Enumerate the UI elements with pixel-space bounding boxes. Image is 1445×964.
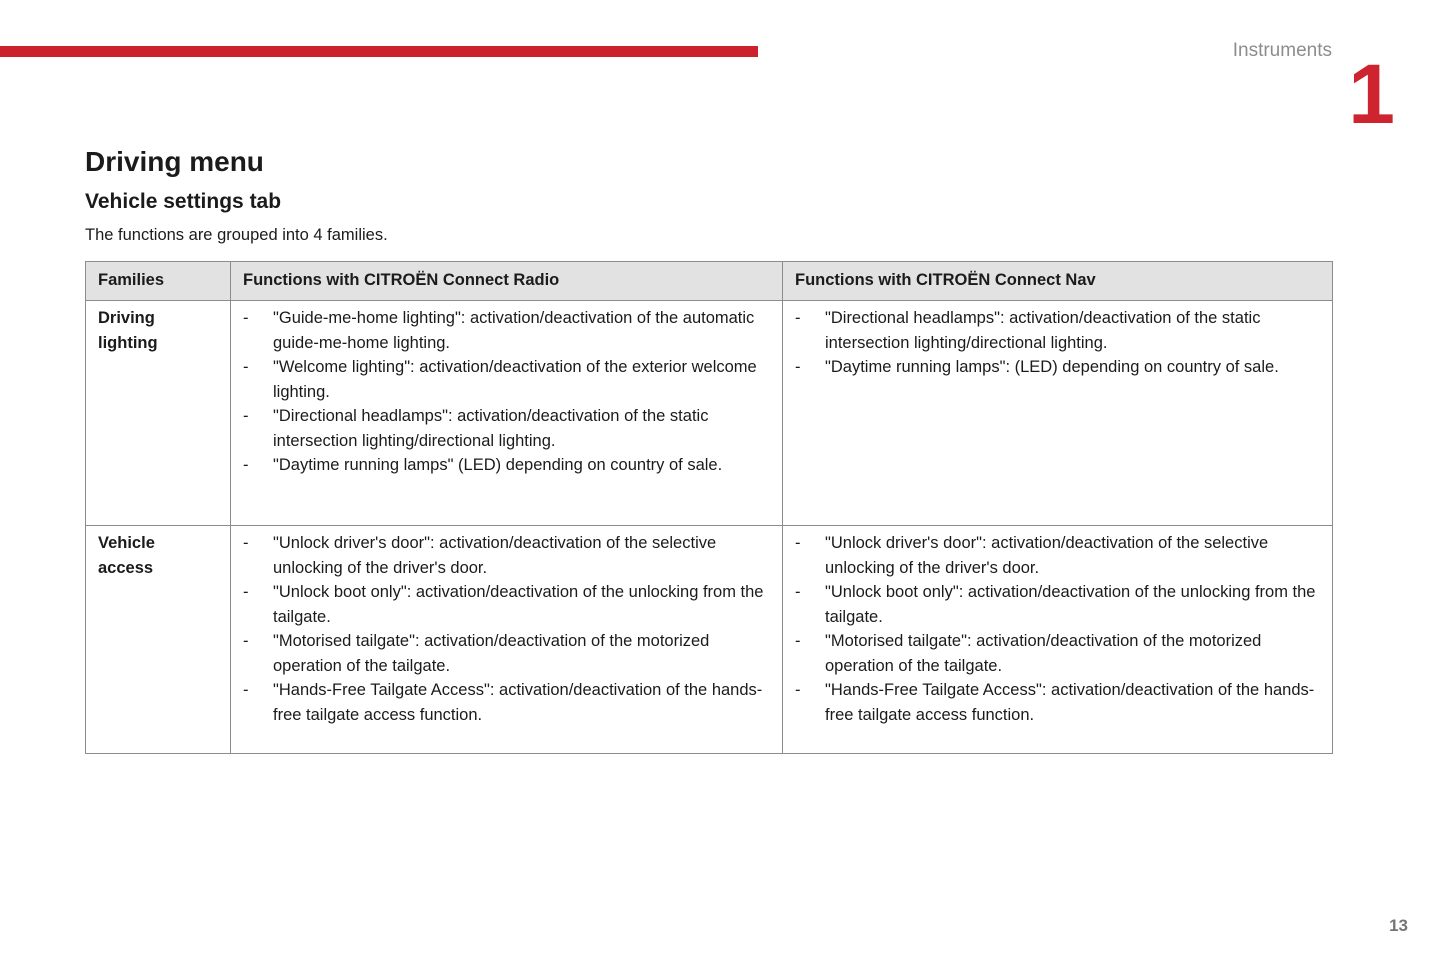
list-item-text: "Directional headlamps": activation/deactivation of the static intersection lighting/directional lighting.	[825, 309, 1261, 352]
dash-bullet: -	[795, 583, 801, 601]
dash-bullet: -	[243, 632, 249, 650]
running-header: Instruments	[1232, 40, 1332, 61]
list-item-text: "Welcome lighting": activation/deactivation of the exterior welcome lighting.	[273, 358, 757, 401]
list-item	[243, 531, 770, 580]
dash-bullet: -	[243, 358, 249, 376]
list-item	[243, 678, 770, 727]
list-item	[243, 453, 770, 478]
section-subtitle: Vehicle settings tab	[85, 190, 282, 213]
page-content	[85, 146, 1332, 754]
list-item	[243, 629, 770, 678]
radio-functions-cell	[231, 301, 783, 526]
list-item-text: "Hands-Free Tailgate Access": activation/deactivation of the hands-free tailgate access function.	[825, 681, 1315, 724]
list-item-text: "Directional headlamps": activation/deactivation of the static intersection lighting/directional lighting.	[273, 407, 709, 450]
list-item-text: "Daytime running lamps": (LED) depending on country of sale.	[825, 358, 1279, 376]
list-item-text: "Unlock boot only": activation/deactivation of the unlocking from the tailgate.	[273, 583, 764, 626]
list-item	[795, 355, 1320, 380]
list-item	[795, 678, 1320, 727]
dash-bullet: -	[243, 407, 249, 425]
col-header-connect-radio: Functions with CITROËN Connect Radio	[231, 262, 783, 301]
list-item	[243, 580, 770, 629]
table-row-driving-lighting	[86, 301, 1333, 526]
list-item-text: "Motorised tailgate": activation/deactivation of the motorized operation of the tailgate.	[273, 632, 710, 675]
dash-bullet: -	[243, 456, 249, 474]
list-item	[243, 404, 770, 453]
list-item-text: "Guide-me-home lighting": activation/deactivation of the automatic guide-me-home lighting.	[273, 309, 755, 352]
list-item-text: "Hands-Free Tailgate Access": activation/deactivation of the hands-free tailgate access function.	[273, 681, 763, 724]
list-item	[795, 629, 1320, 678]
list-item	[795, 306, 1320, 355]
list-item	[243, 355, 770, 404]
radio-functions-cell	[231, 526, 783, 754]
chapter-rule	[0, 46, 758, 57]
page-title: Driving menu	[85, 146, 264, 177]
list-item-text: "Unlock boot only": activation/deactivation of the unlocking from the tailgate.	[825, 583, 1316, 626]
family-cell	[86, 526, 231, 754]
dash-bullet: -	[243, 681, 249, 699]
list-item	[795, 580, 1320, 629]
family-cell	[86, 301, 231, 526]
dash-bullet: -	[795, 681, 801, 699]
functions-table	[85, 261, 1333, 754]
list-item	[795, 531, 1320, 580]
page-number: 13	[1389, 916, 1408, 935]
col-header-families: Families	[86, 262, 231, 301]
chapter-number: 1	[1348, 47, 1395, 141]
table-header-row	[86, 262, 1333, 301]
family-label: Driving lighting	[98, 309, 158, 352]
dash-bullet: -	[243, 583, 249, 601]
dash-bullet: -	[795, 309, 801, 327]
dash-bullet: -	[243, 534, 249, 552]
list-item-text: "Daytime running lamps" (LED) depending on country of sale.	[273, 456, 723, 474]
dash-bullet: -	[795, 358, 801, 376]
dash-bullet: -	[795, 632, 801, 650]
list-item	[243, 306, 770, 355]
list-item-text: "Unlock driver's door": activation/deactivation of the selective unlocking of the driver's door.	[273, 534, 717, 577]
list-item-text: "Unlock driver's door": activation/deactivation of the selective unlocking of the driver's door.	[825, 534, 1269, 577]
list-item-text: "Motorised tailgate": activation/deactivation of the motorized operation of the tailgate.	[825, 632, 1262, 675]
dash-bullet: -	[243, 309, 249, 327]
dash-bullet: -	[795, 534, 801, 552]
col-header-connect-nav: Functions with CITROËN Connect Nav	[783, 262, 1333, 301]
table-row-vehicle-access	[86, 526, 1333, 754]
nav-functions-cell	[783, 301, 1333, 526]
nav-functions-cell	[783, 526, 1333, 754]
family-label: Vehicle access	[98, 534, 155, 577]
intro-text: The functions are grouped into 4 families.	[85, 226, 388, 244]
